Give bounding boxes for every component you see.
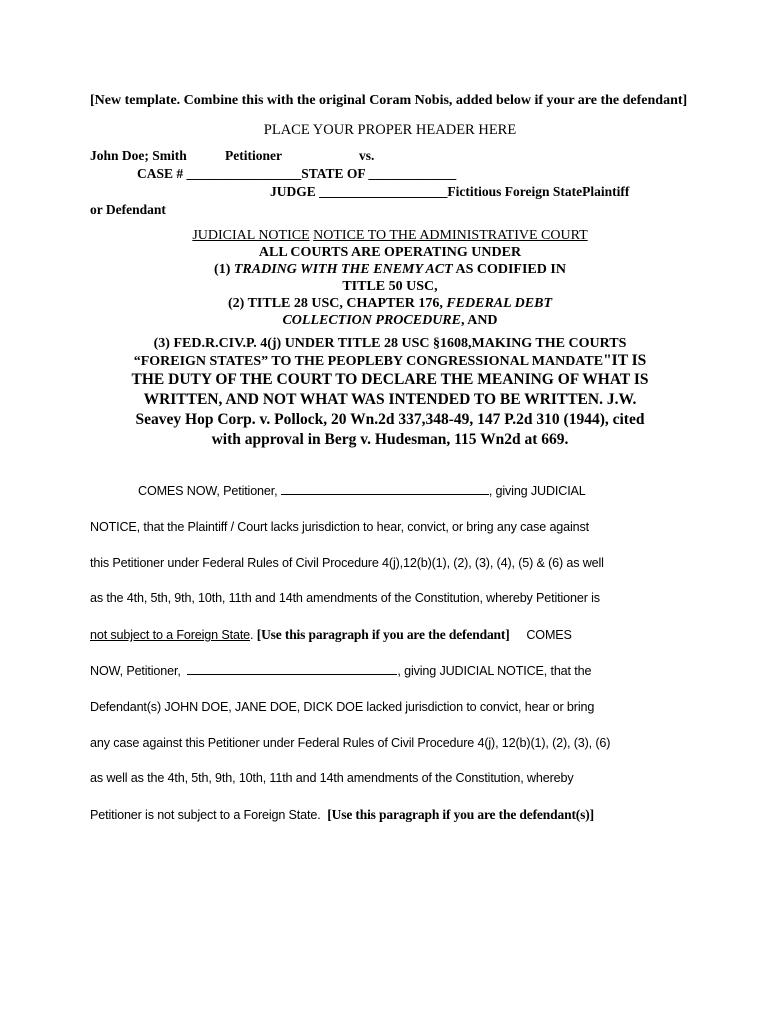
judge-blank: ___________________ <box>319 184 448 199</box>
judge-label: JUDGE <box>270 184 316 199</box>
paragraph-line-6: NOW, Petitioner, , giving JUDICIAL NOTICE, that the <box>90 663 592 678</box>
paragraph-line-4: as the 4th, 5th, 9th, 10th, 11th and 14th amendments of the Constitution, whereby Petitioner is <box>90 591 600 606</box>
quote-line-2: WRITTEN, AND NOT WHAT WAS INTENDED TO BE WRITTEN. J.W. <box>143 391 637 408</box>
quote-citation: Seavey Hop Corp. v. Pollock, 20 Wn.2d 337,348-49, 147 P.2d 310 (1944), cited <box>135 411 645 428</box>
notice-item-1: (1) TRADING WITH THE ENEMY ACT AS CODIFIED IN <box>214 262 566 277</box>
paragraph-line-7: Defendant(s) JOHN DOE, JANE DOE, DICK DOE lacked jurisdiction to convict, hear or bring <box>90 699 595 714</box>
notice-item-3-cont: “FOREIGN STATES” TO THE PEOPLEBY CONGRESSIONAL MANDATE"IT IS <box>133 352 647 369</box>
paragraph-line-3: this Petitioner under Federal Rules of Civil Procedure 4(j),12(b)(1), (2), (3), (4), (5) & (6) as well <box>90 555 604 570</box>
quote-citation-cont: with approval in Berg v. Hudesman, 115 Wn2d at 669. <box>211 431 569 448</box>
respondent-name: Fictitious Foreign StatePlaintiff <box>447 184 630 199</box>
notice-paragraph <box>90 474 690 834</box>
paragraph-line-2: NOTICE, that the Plaintiff / Court lacks jurisdiction to hear, convict, or bring any case against <box>90 519 590 534</box>
header-placeholder: PLACE YOUR PROPER HEADER HERE <box>263 122 517 138</box>
petitioner-name-blank <box>281 493 489 495</box>
paragraph-line-1: COMES NOW, Petitioner, , giving JUDICIAL <box>138 484 586 498</box>
notice-block <box>90 227 690 450</box>
document-page <box>90 92 690 834</box>
party-names: John Doe; Smith <box>90 148 187 163</box>
versus-label: vs. <box>359 148 375 163</box>
notice-item-2: (2) TITLE 28 USC, CHAPTER 176, FEDERAL DEBT <box>228 296 552 311</box>
case-caption <box>90 147 690 219</box>
case-number-blank: _________________ <box>186 166 302 181</box>
paragraph-line-5: not subject to a Foreign State. [Use this paragraph if you are the defendant] COMES <box>90 627 572 643</box>
notice-title-a: JUDICIAL NOTICE <box>192 228 310 243</box>
paragraph-line-10: Petitioner is not subject to a Foreign State. [Use this paragraph if you are the defendant(s)] <box>90 807 594 823</box>
state-label: STATE OF <box>301 166 366 181</box>
template-note: [New template. Combine this with the original Coram Nobis, added below if your are the defendant] <box>90 93 688 108</box>
petitioner-label: Petitioner <box>225 148 282 163</box>
notice-item-3: (3) FED.R.CIV.P. 4(j) UNDER TITLE 28 USC §1608,MAKING THE COURTS <box>153 336 627 351</box>
notice-line-2: ALL COURTS ARE OPERATING UNDER <box>258 245 522 260</box>
quote-line-1: THE DUTY OF THE COURT TO DECLARE THE MEANING OF WHAT IS <box>131 371 649 388</box>
state-blank: _____________ <box>368 166 457 181</box>
petitioner-name-blank-2 <box>187 673 397 675</box>
respondent-continued: or Defendant <box>90 202 166 217</box>
paragraph-line-8: any case against this Petitioner under Federal Rules of Civil Procedure 4(j), 12(b)(1), (2), (3), (6) <box>90 735 611 750</box>
case-number-label: CASE # <box>137 166 184 181</box>
notice-item-2-cont: COLLECTION PROCEDURE, AND <box>282 313 498 328</box>
paragraph-line-9: as well as the 4th, 5th, 9th, 10th, 11th and 14th amendments of the Constitution, whereby <box>90 771 574 786</box>
notice-item-1-cont: TITLE 50 USC, <box>342 279 438 294</box>
notice-title-b: NOTICE TO THE ADMINISTRATIVE COURT <box>313 228 588 243</box>
